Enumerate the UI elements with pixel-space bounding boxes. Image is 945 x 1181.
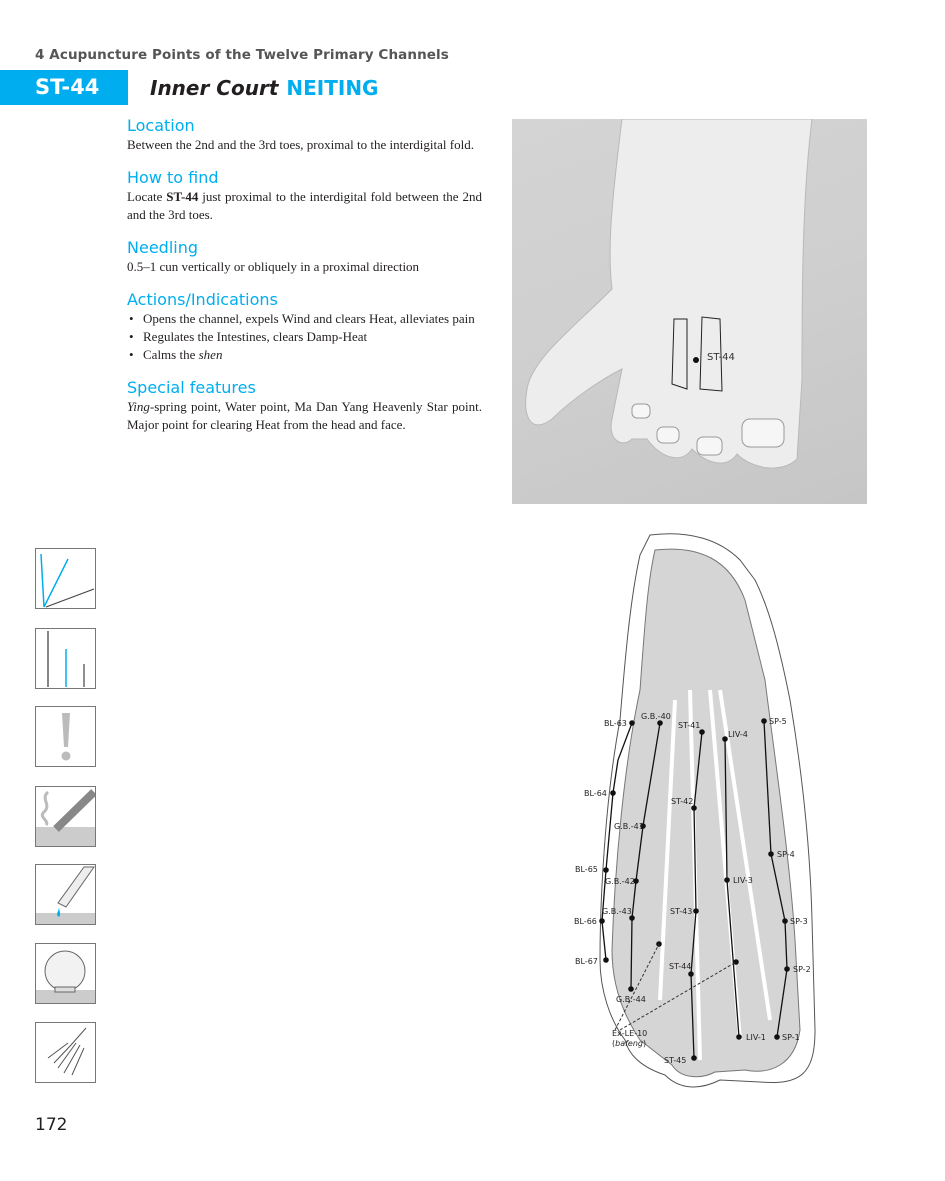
ex-point-label: Ex-LE-10 <box>612 1029 648 1038</box>
location-heading: Location <box>127 116 195 135</box>
point-label: SP-2 <box>793 965 811 974</box>
point-label: LIV-4 <box>728 730 748 739</box>
text: just proximal to the interdigital fold between the 2nd and the 3rd toes. <box>127 189 482 222</box>
point-label: SP-1 <box>782 1033 800 1042</box>
point-ref: ST-44 <box>166 189 199 204</box>
point-label: ST-41 <box>678 721 701 730</box>
point-label: ST-42 <box>671 797 694 806</box>
point-label: BL-65 <box>575 865 598 874</box>
point-label: SP-5 <box>769 717 787 726</box>
point-label: SP-3 <box>790 917 808 926</box>
point-label: G.B.-42 <box>605 877 635 886</box>
special-features-heading: Special features <box>127 378 256 397</box>
text: Calms the <box>143 347 199 362</box>
running-head: 4 Acupuncture Points of the Twelve Primary Channels <box>35 47 449 63</box>
point-label: BL-67 <box>575 957 598 966</box>
page-number: 172 <box>35 1115 68 1135</box>
list-item: • Opens the channel, expels Wind and clears Heat, alleviates pain <box>127 310 482 328</box>
text: Ying <box>127 399 150 414</box>
point-label: LIV-1 <box>746 1033 766 1042</box>
point-label: G.B.-44 <box>616 995 646 1004</box>
how-to-find-heading: How to find <box>127 168 219 187</box>
location-text: Between the 2nd and the 3rd toes, proximal to the interdigital fold. <box>127 137 474 152</box>
actions-heading: Actions/Indications <box>127 290 278 309</box>
pinyin-name: NEITING <box>286 76 379 100</box>
point-label: BL-63 <box>604 719 627 728</box>
text: shen <box>198 347 223 362</box>
point-label: G.B.-41 <box>614 822 644 831</box>
point-code-badge: ST-44 <box>0 70 128 105</box>
english-name: Inner Court <box>150 76 279 100</box>
point-label: BL-64 <box>584 789 607 798</box>
point-label: ST-43 <box>670 907 693 916</box>
point-label: ST-44 <box>669 962 692 971</box>
ex-point-name: (bafeng) <box>612 1039 647 1048</box>
text: -spring point, Water point, Ma Dan Yang Heavenly Star point. Major point for clearing Heat from the head and face. <box>127 399 482 432</box>
point-label: BL-66 <box>574 917 597 926</box>
point-label: SP-4 <box>777 850 795 859</box>
photo-point-label: ST-44 <box>707 352 735 363</box>
text: Locate <box>127 189 167 204</box>
list-item: • Regulates the Intestines, clears Damp-Heat <box>127 328 482 346</box>
point-label: ST-45 <box>664 1056 687 1065</box>
needling-text: 0.5–1 cun vertically or obliquely in a proximal direction <box>127 259 420 274</box>
point-label: LIV-3 <box>733 876 753 885</box>
point-label: G.B.-43 <box>602 907 632 916</box>
ex-point-name-text: bafeng <box>615 1039 643 1048</box>
needling-heading: Needling <box>127 238 198 257</box>
point-label: G.B.-40 <box>641 712 671 721</box>
